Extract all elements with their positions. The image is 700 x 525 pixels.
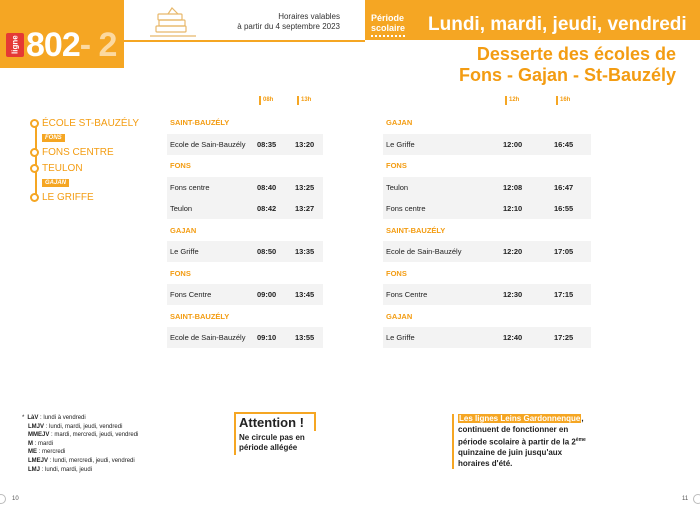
validity-line-1: Horaires valables — [278, 12, 340, 21]
route-description-line-2: Fons - Gajan - St-Bauzély — [458, 65, 676, 85]
stop-name: Ecole de Sain-Bauzély — [170, 139, 246, 149]
departure-time: 13:55 — [295, 333, 315, 342]
departure-time: 13:27 — [295, 204, 315, 213]
legend-text: : mercredi — [38, 449, 66, 456]
legend-abbr: LMEJV — [28, 457, 49, 464]
leins-text-a: , continuent de fonctionner en période scolaire à partir de la 2 — [458, 414, 584, 447]
period-dots — [371, 35, 405, 37]
stop-name: Fons centre — [386, 204, 426, 213]
prev-page-icon[interactable] — [0, 494, 6, 504]
stop-row — [383, 198, 591, 219]
route-stop-label: LE GRIFFE — [42, 192, 94, 203]
route-description — [459, 44, 676, 86]
line-number-main: 802 — [26, 26, 80, 64]
stop-name: Fons Centre — [170, 290, 212, 299]
legend-star: * — [22, 415, 25, 421]
line-number — [26, 26, 116, 65]
stop-row — [167, 284, 323, 305]
departure-time: 17:25 — [554, 333, 574, 342]
route-stop-label: TEULON — [42, 163, 83, 174]
stop-row — [167, 134, 323, 155]
route-stop — [30, 118, 139, 129]
stop-name: Ecole de Sain-Bauzély — [386, 247, 462, 256]
departure-time: 16:45 — [554, 139, 574, 149]
route-description-line-1: Desserte des écoles de — [476, 44, 676, 64]
legend-entry — [22, 448, 138, 457]
stop-row — [383, 284, 591, 305]
departure-time: 12:40 — [503, 333, 523, 342]
route-town-tag: FONS — [42, 134, 65, 142]
legend-text: : lundi à vendredi — [40, 415, 86, 421]
leins-text-b: quinzaine de juin jusqu'aux horaires d'été. — [458, 448, 563, 468]
stop-name: Le Griffe — [170, 247, 199, 256]
stop-row — [167, 241, 323, 262]
legend-abbr: MMEJV — [28, 432, 50, 439]
books-icon — [150, 6, 196, 38]
stop-dot-icon — [30, 119, 39, 128]
departure-time: 08:35 — [257, 139, 277, 149]
town-header-row: GAJAN — [383, 112, 591, 133]
leins-sup: ème — [575, 437, 586, 443]
legend-abbr: ME — [28, 449, 37, 456]
route-stop — [30, 163, 83, 174]
stop-dot-icon — [30, 148, 39, 157]
column-header: 08h — [259, 96, 273, 105]
column-header: 12h — [505, 96, 519, 105]
departure-time: 12:00 — [503, 139, 523, 149]
stop-dot-icon — [30, 193, 39, 202]
next-page-icon[interactable] — [693, 494, 700, 504]
stop-name: Ecole de Sain-Bauzély — [170, 333, 246, 342]
column-header: 16h — [556, 96, 570, 105]
town-header-row: GAJAN — [383, 306, 591, 327]
stop-name: Le Griffe — [386, 139, 415, 149]
stop-row — [383, 134, 591, 155]
departure-time: 16:55 — [554, 204, 574, 213]
town-header-row: FONS — [167, 155, 323, 176]
legend-text: : lundi, mardi, jeudi — [41, 466, 93, 473]
attention-box — [234, 412, 322, 455]
town-header-row: FONS — [167, 263, 323, 284]
legend-entry — [22, 414, 138, 423]
stop-name: Teulon — [386, 182, 409, 192]
departure-time: 09:10 — [257, 333, 277, 342]
departure-time: 08:50 — [257, 247, 277, 256]
departure-time: 08:40 — [257, 182, 277, 192]
leins-highlight: Les lignes Leins Gardonnenque — [459, 414, 581, 423]
header-divider — [124, 40, 365, 42]
stop-name: Fons centre — [170, 182, 210, 192]
departure-time: 16:47 — [554, 182, 574, 192]
route-stop-label: ÉCOLE ST-BAUZÉLY — [42, 118, 140, 129]
departure-time: 13:45 — [295, 290, 315, 299]
town-header-row: SAINT-BAUZÉLY — [167, 112, 323, 133]
attention-text: Ne circule pas en période allégée — [234, 431, 322, 455]
town-header-row: FONS — [383, 263, 591, 284]
column-header: 13h — [297, 96, 311, 105]
stop-name: Le Griffe — [386, 333, 415, 342]
departure-time: 12:08 — [503, 182, 523, 192]
legend-text: : lundi, mardi, jeudi, vendredi — [45, 423, 123, 430]
stop-row — [383, 241, 591, 262]
legend-abbr: M — [28, 440, 33, 447]
legend-entry — [22, 423, 138, 432]
abbreviation-legend — [22, 414, 138, 474]
departure-time: 17:15 — [554, 290, 574, 299]
legend-entry — [22, 440, 138, 449]
route-stop — [30, 192, 94, 203]
stop-row — [383, 327, 591, 348]
leins-note — [452, 414, 592, 469]
departure-time: 13:20 — [295, 139, 315, 149]
stop-row — [167, 198, 323, 219]
legend-abbr: LàV — [27, 415, 39, 421]
stop-dot-icon — [30, 164, 39, 173]
departure-time: 12:30 — [503, 290, 523, 299]
legend-text: : lundi, mercredi, jeudi, vendredi — [49, 457, 135, 464]
page-number-left: 10 — [12, 496, 19, 502]
service-days: Lundi, mardi, jeudi, vendredi — [428, 14, 687, 35]
departure-time: 13:35 — [295, 247, 315, 256]
town-header-row: SAINT-BAUZÉLY — [167, 306, 323, 327]
period-line-2: scolaire — [371, 23, 406, 33]
departure-time: 09:00 — [257, 290, 277, 299]
stop-row — [167, 327, 323, 348]
town-header-row: GAJAN — [167, 220, 323, 241]
validity-text — [224, 12, 340, 32]
departure-time: 08:42 — [257, 204, 277, 213]
legend-entry — [22, 457, 138, 466]
town-header-row: SAINT-BAUZÉLY — [383, 220, 591, 241]
stop-name: Fons Centre — [386, 290, 428, 299]
stop-row — [167, 177, 323, 198]
ligne-label: ligne — [6, 33, 24, 57]
departure-time: 12:20 — [503, 247, 523, 256]
period-label — [371, 13, 405, 33]
departure-time: 17:05 — [554, 247, 574, 256]
route-line — [35, 122, 37, 200]
legend-text: : mardi — [34, 440, 54, 447]
page-number-right: 11 — [682, 496, 689, 502]
stop-name: Teulon — [170, 204, 193, 213]
route-town-tag: GAJAN — [42, 179, 69, 187]
period-line-1: Période — [371, 13, 405, 23]
line-number-suffix: - 2 — [79, 26, 117, 64]
departure-time: 12:10 — [503, 204, 523, 213]
validity-line-2: à partir du 4 septembre 2023 — [237, 22, 340, 31]
legend-entry — [22, 466, 138, 475]
legend-abbr: LMJ — [28, 466, 40, 473]
route-stop — [30, 147, 114, 158]
stop-row — [383, 177, 591, 198]
town-header-row: FONS — [383, 155, 591, 176]
route-stop-label: FONS CENTRE — [42, 147, 114, 158]
legend-abbr: LMJV — [28, 423, 45, 430]
legend-text: : mardi, mercredi, jeudi, vendredi — [51, 432, 139, 439]
attention-title: Attention ! — [234, 412, 316, 431]
legend-entry — [22, 431, 138, 440]
departure-time: 13:25 — [295, 182, 315, 192]
